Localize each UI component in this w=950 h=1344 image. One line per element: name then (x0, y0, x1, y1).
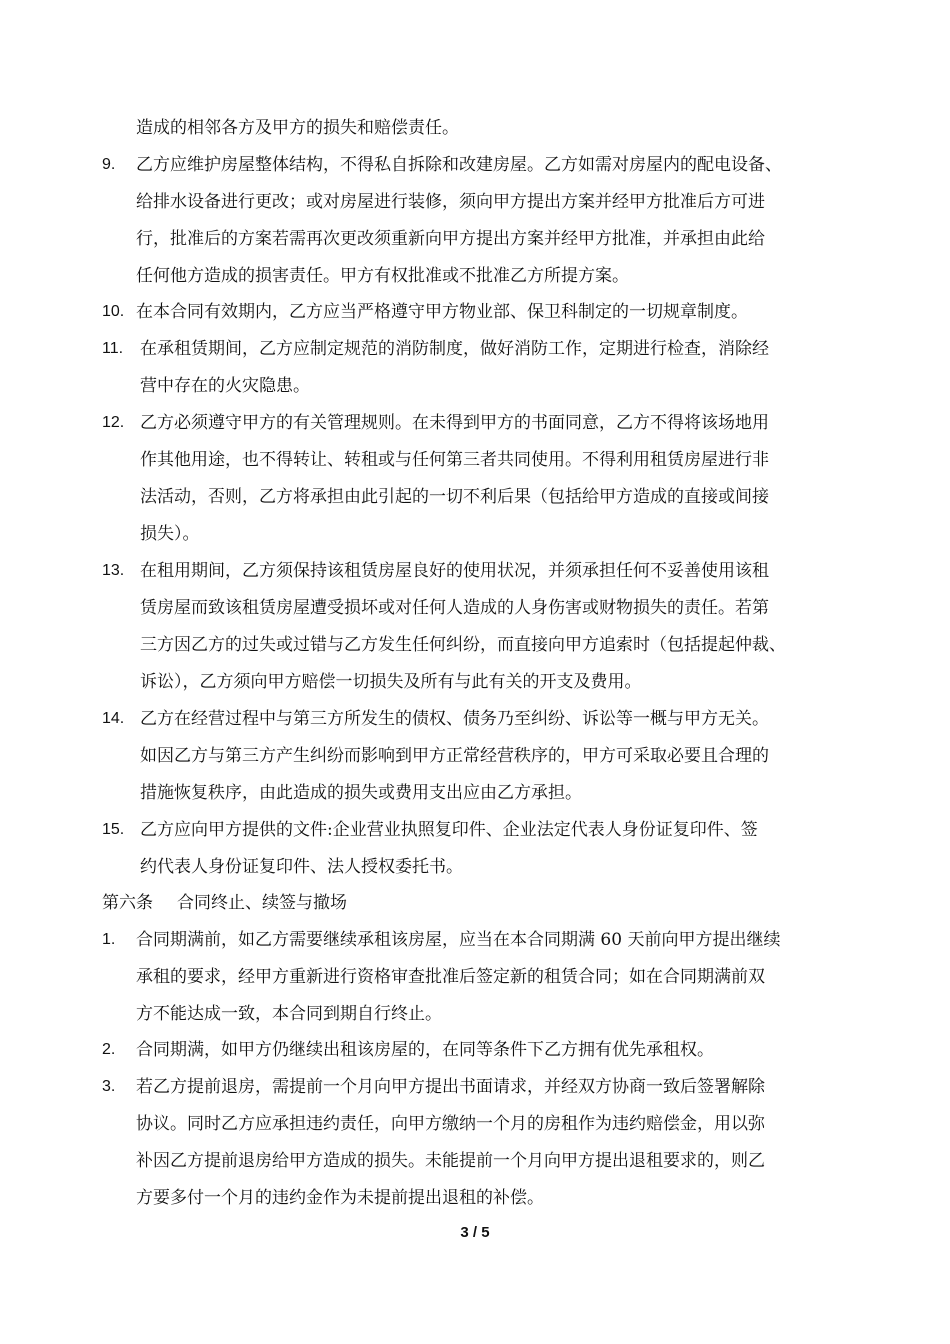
item-line: 三方因乙方的过失或过错与乙方发生任何纠纷，而直接向甲方追索时（包括提起仲裁、 (140, 635, 786, 655)
item-line: 损失）。 (140, 524, 200, 544)
item-line: 乙方在经营过程中与第三方所发生的债权、债务乃至纠纷、诉讼等一概与甲方无关。 (140, 709, 769, 729)
continuation-line: 造成的相邻各方及甲方的损失和赔偿责任。 (136, 118, 459, 138)
item-line: 协议。同时乙方应承担违约责任，向甲方缴纳一个月的房租作为违约赔偿金，用以弥 (136, 1114, 765, 1134)
item-line: 在承租赁期间，乙方应制定规范的消防制度，做好消防工作，定期进行检查，消除经 (140, 339, 769, 359)
item-number: 12. (102, 414, 125, 431)
item-line: 诉讼），乙方须向甲方赔偿一切损失及所有与此有关的开支及费用。 (140, 672, 642, 692)
item-line: 如因乙方与第三方产生纠纷而影响到甲方正常经营秩序的，甲方可采取必要且合理的 (140, 746, 769, 766)
page-indicator: 3 / 5 (460, 1224, 490, 1241)
item-line: 赁房屋而致该租赁房屋遭受损坏或对任何人造成的人身伤害或财物损失的责任。若第 (140, 598, 769, 618)
item-line: 在租用期间，乙方须保持该租赁房屋良好的使用状况，并须承担任何不妥善使用该租 (140, 561, 769, 581)
item-line: 若乙方提前退房，需提前一个月向甲方提出书面请求，并经双方协商一致后签署解除 (136, 1077, 765, 1097)
item-line: 合同期满，如甲方仍继续出租该房屋的，在同等条件下乙方拥有优先承租权。 (136, 1040, 714, 1060)
item-line: 承租的要求，经甲方重新进行资格审查批准后签定新的租赁合同；如在合同期满前双 (136, 967, 765, 987)
item-line: 约代表人身份证复印件、法人授权委托书。 (140, 857, 463, 877)
item-line: 乙方应维护房屋整体结构，不得私自拆除和改建房屋。乙方如需对房屋内的配电设备、 (136, 155, 782, 175)
section-heading (102, 891, 347, 915)
item-line: 乙方必须遵守甲方的有关管理规则。在未得到甲方的书面同意，乙方不得将该场地用 (140, 413, 769, 433)
item-number: 13. (102, 562, 125, 579)
item-line: 作其他用途，也不得转让、转租或与任何第三者共同使用。不得利用租赁房屋进行非 (140, 450, 769, 470)
section-label: 第六条 (102, 893, 153, 913)
item-line: 方要多付一个月的违约金作为未提前提出退租的补偿。 (136, 1188, 544, 1208)
item-number: 2. (102, 1041, 116, 1058)
section-title: 合同终止、续签与撤场 (177, 893, 347, 913)
item-line: 措施恢复秩序，由此造成的损失或费用支出应由乙方承担。 (140, 783, 582, 803)
item-number: 14. (102, 710, 125, 727)
item-line: 法活动，否则，乙方将承担由此引起的一切不利后果（包括给甲方造成的直接或间接 (140, 487, 769, 507)
item-line: 给排水设备进行更改；或对房屋进行装修，须向甲方提出方案并经甲方批准后方可进 (136, 192, 765, 212)
item-line: 在本合同有效期内，乙方应当严格遵守甲方物业部、保卫科制定的一切规章制度。 (136, 302, 748, 322)
item-line: 行，批准后的方案若需再次更改须重新向甲方提出方案并经甲方批准，并承担由此给 (136, 229, 765, 249)
item-number: 9. (102, 156, 116, 173)
item-number: 10. (102, 303, 125, 320)
item-number: 11. (102, 340, 124, 357)
item-line: 营中存在的火灾隐患。 (140, 376, 310, 396)
item-line: 乙方应向甲方提供的文件:企业营业执照复印件、企业法定代表人身份证复印件、签 (140, 820, 758, 840)
item-line: 合同期满前，如乙方需要继续承租该房屋，应当在本合同期满 60 天前向甲方提出继续 (136, 930, 781, 950)
item-line: 方不能达成一致，本合同到期自行终止。 (136, 1004, 442, 1024)
item-line: 补因乙方提前退房给甲方造成的损失。未能提前一个月向甲方提出退租要求的，则乙 (136, 1151, 765, 1171)
item-number: 3. (102, 1078, 116, 1095)
item-number: 15. (102, 821, 125, 838)
item-number: 1. (102, 931, 116, 948)
item-line: 任何他方造成的损害责任。甲方有权批准或不批准乙方所提方案。 (136, 266, 629, 286)
